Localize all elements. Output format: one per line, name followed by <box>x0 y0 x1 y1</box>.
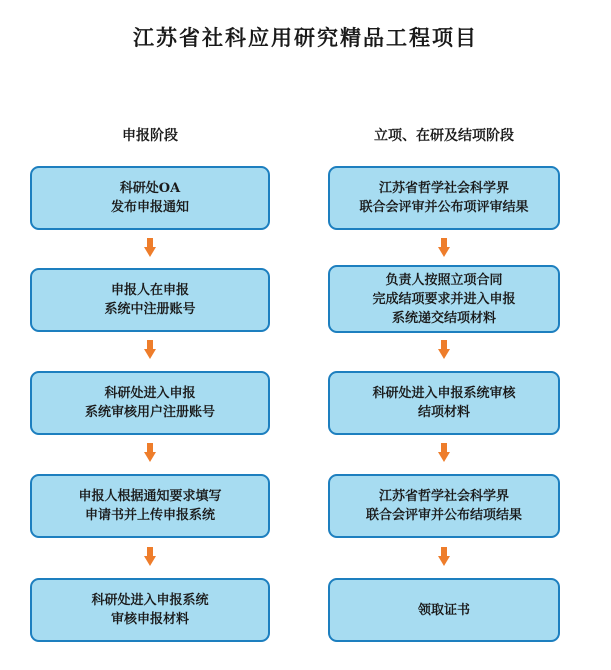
right-step-5-box <box>328 578 560 642</box>
right-step-2-line-1: 负责人按照立项合同 <box>385 272 503 288</box>
right-step-4-line-2: 联合会评审并公布结项结果 <box>365 508 522 523</box>
right-step-1-line-1: 江苏省哲学社会科学界 <box>378 181 509 196</box>
right-step-2-box <box>328 265 560 333</box>
left-step-3-line-1: 科研处进入申报 <box>104 386 196 401</box>
right-step-3-line-2: 结项材料 <box>417 405 470 420</box>
left-arrow-2 <box>144 340 156 360</box>
right-step-4-box <box>328 474 560 538</box>
right-step-1-line-2: 联合会评审并公布项评审结果 <box>359 200 529 215</box>
left-step-3-box <box>30 371 270 435</box>
left-arrow-1 <box>144 238 156 258</box>
left-step-5-line-2: 审核申报材料 <box>110 612 189 627</box>
right-step-1-box <box>328 166 560 230</box>
right-arrow-4 <box>438 547 450 567</box>
left-step-4-line-1: 申报人根据通知要求填写 <box>78 489 222 504</box>
page-title: 江苏省社科应用研究精品工程项目 <box>133 25 478 50</box>
left-step-4-box <box>30 474 270 538</box>
left-arrow-3 <box>144 443 156 463</box>
right-arrow-1 <box>438 238 450 258</box>
right-arrow-2 <box>438 340 450 360</box>
left-step-2-line-1: 申报人在申报 <box>110 283 189 298</box>
left-step-4-line-2: 申请书并上传申报系统 <box>84 508 215 523</box>
left-step-5-line-1: 科研处进入申报系统 <box>91 593 209 608</box>
right-arrow-3 <box>438 443 450 463</box>
right-step-3-line-1: 科研处进入申报系统审核 <box>372 386 516 401</box>
left-column-heading: 申报阶段 <box>122 128 178 144</box>
right-step-3-box <box>328 371 560 435</box>
left-step-2-box <box>30 268 270 332</box>
right-column-heading: 立项、在研及结项阶段 <box>374 128 514 144</box>
left-arrow-4 <box>144 547 156 567</box>
left-step-2-line-2: 系统中注册账号 <box>104 302 196 317</box>
left-step-1-line-2: 发布申报通知 <box>110 200 189 215</box>
left-step-1-line-1: 科研处OA <box>119 181 181 196</box>
right-step-4-line-1: 江苏省哲学社会科学界 <box>378 489 509 504</box>
right-step-2-line-3: 系统递交结项材料 <box>391 310 496 326</box>
left-step-3-line-2: 系统审核用户注册账号 <box>84 405 215 420</box>
left-step-5-box <box>30 578 270 642</box>
right-step-2-line-2: 完成结项要求并进入申报 <box>372 291 516 307</box>
right-step-5-line-1: 领取证书 <box>417 602 470 618</box>
left-step-1-box <box>30 166 270 230</box>
